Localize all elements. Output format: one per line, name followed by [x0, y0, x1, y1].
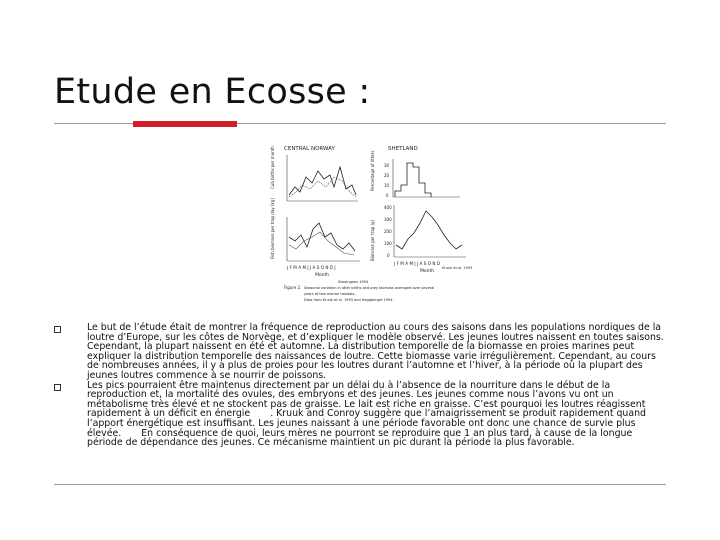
figure-graphic	[270, 137, 475, 307]
bullet-text: Le but de l’étude était de montrer la fréquence de reproduction au cours des saisons dans les populations nordiques de la loutre d’Europe, sur les côtes de Norvège, et d’expliquer le modèle observé. Les jeunes loutres naissent en toutes saisons. Cependant, la plupart naissent en été et automne. La distribution temporelle de la biomasse en proies marines peut expliquer la distribution temporelle des naissances de loutre. Cette biomasse varie irrégulièrement. Cependant, au cours de nombreuses années, il y a plus de proies pour les loutres durant l’automne et l’hiver, à la période où la plupart des jeunes loutres commence à se nourrir de poissons.	[87, 322, 664, 381]
source-note: Skeaingsen 1994	[338, 280, 369, 284]
scanned-figure	[270, 137, 475, 307]
bullet-item	[52, 323, 667, 381]
axis-label: Month	[315, 273, 330, 278]
bullet-text	[87, 381, 667, 448]
shetland-litters-histogram	[393, 159, 460, 197]
axis-label: Month	[420, 269, 435, 274]
biomass-per-trap-chart	[394, 205, 466, 257]
figure-caption-line: years at two marine habitats.	[304, 292, 356, 296]
bullet-list	[52, 323, 667, 448]
central-norway-births-chart	[287, 155, 358, 201]
tick-label: 10	[384, 183, 390, 188]
title-accent-bar	[133, 121, 237, 127]
panel-ylabel: Cub births per month	[270, 146, 275, 189]
figure-caption-line: Data from Kruuk et al. 1993 and Heggberget 1994.	[304, 298, 394, 302]
month-ticks: J F M A M J J A S O N D J	[287, 265, 336, 270]
tick-label: 0	[387, 253, 390, 258]
panel-title-shetland: SHETLAND	[388, 146, 418, 152]
tick-label: 100	[384, 241, 392, 246]
bullet-text-part: En conséquence de quoi, leurs mères ne pourront se reproduire que 1 an plus tard, à cause de la longue période de dépendance des jeunes. Ce mécanisme maintient un pic durant la période la plus favorable.	[87, 427, 633, 449]
footer-rule	[54, 484, 666, 485]
fish-biomass-chart	[287, 217, 360, 261]
slide-title: Etude en Ecosse :	[54, 72, 371, 112]
tick-label: 400	[384, 205, 392, 210]
tick-label: 0	[386, 193, 389, 198]
bullet-item	[52, 381, 667, 448]
tick-label: 30	[384, 163, 390, 168]
panel-ylabel: Percentage of litters	[370, 150, 375, 191]
tick-label: 20	[384, 173, 390, 178]
bullet-marker	[54, 326, 61, 333]
tick-label: 200	[384, 229, 392, 234]
tick-label: 300	[384, 217, 392, 222]
panel-title-central-norway: CENTRAL NORWAY	[284, 146, 335, 152]
month-ticks: J F M A M J J A S O N D	[394, 261, 441, 266]
bullet-marker	[54, 384, 61, 391]
panel-ylabel: Fish biomass per trap day (kg)	[270, 198, 275, 259]
figure-caption-line: Seasonal variation in otter births and prey biomass averaged over several	[304, 286, 435, 290]
bullet-text-part: . Kruuk and Conroy suggère que l’amaigrissement se produit rapidement quand l’apport énergétique est insuffisant. Les jeunes naissant à une période favorable ont donc une chance de survie plus élevée.	[87, 408, 647, 439]
figure-caption-label: Figure 2.	[284, 285, 302, 290]
bullet-text-part: Les pics pourraient être maintenus directement par un délai du à l’absence de la nourriture dans le début de la reproduction et, la mortalité des ovules, des embryons et des jeunes. Les jeunes comme nous l’avons vu ont un métabolisme très élevé et ne stockent pas de graisse. Le lait est riche en graisse. C’est pourquoi les loutres réagissent rapidement à un déficit en énergie	[87, 379, 646, 420]
source-note: Kruuk et al. 1993	[442, 266, 473, 270]
panel-ylabel: Biomass per trap (g)	[370, 219, 375, 261]
